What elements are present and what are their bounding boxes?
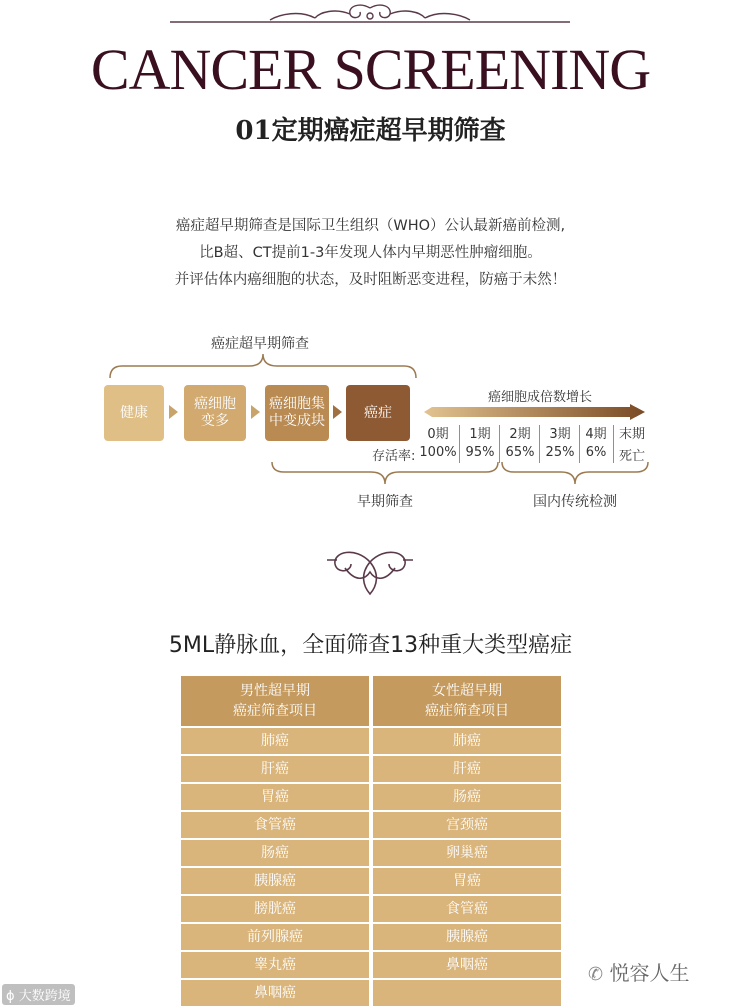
arrow-icon: [333, 405, 342, 419]
early-screening-label: 早期筛查: [357, 494, 413, 510]
male-header: [181, 676, 369, 726]
male-item: 睾丸癌: [181, 952, 369, 978]
male-item: 肺癌: [181, 728, 369, 754]
stage-healthy: 健康: [104, 385, 164, 441]
male-item: 肠癌: [181, 840, 369, 866]
page-subtitle: 01定期癌症超早期筛查: [235, 116, 506, 146]
male-column: [181, 676, 369, 1006]
domestic-detection-label: 国内传统检测: [533, 494, 617, 510]
divider: [539, 425, 540, 463]
survival-rate: 6%: [585, 445, 607, 460]
female-item: 卵巢癌: [373, 840, 561, 866]
intro-line: 并评估体内癌细胞的状态，及时阻断恶变进程，防癌于未然！: [174, 272, 567, 288]
arrow-icon: [251, 405, 260, 419]
middle-ornament: [325, 542, 415, 596]
stage-cancer: 癌症: [346, 385, 410, 441]
intro-line: 癌症超早期筛查是国际卫生组织（WHO）公认最新癌前检测,: [175, 218, 566, 234]
growth-label: 癌细胞成倍数增长: [487, 390, 592, 405]
wechat-icon: ✆: [588, 964, 604, 985]
period-label: 1期: [469, 427, 491, 442]
male-item: 肝癌: [181, 756, 369, 782]
survival-rate: 65%: [505, 445, 535, 460]
male-item: 胃癌: [181, 784, 369, 810]
watermark-left-text: 大数跨境: [18, 989, 71, 1004]
survival-label: 存活率:: [372, 449, 416, 464]
watermark-left: [2, 984, 75, 1005]
survival-rate: 95%: [465, 445, 495, 460]
male-item: 前列腺癌: [181, 924, 369, 950]
female-item: 肺癌: [373, 728, 561, 754]
top-bracket-label: 癌症超早期筛查: [211, 336, 309, 352]
female-item: 肠癌: [373, 784, 561, 810]
female-item: [373, 980, 561, 1006]
female-item: 胃癌: [373, 868, 561, 894]
page-title: CANCER SCREENING: [90, 37, 651, 102]
female-header-line: 癌症筛查项目: [425, 703, 509, 719]
female-column: [373, 676, 561, 1006]
male-item: 食管癌: [181, 812, 369, 838]
male-item: 胰腺癌: [181, 868, 369, 894]
early-bracket: [270, 460, 500, 486]
female-item: 胰腺癌: [373, 924, 561, 950]
female-header: [373, 676, 561, 726]
top-ornament: [170, 2, 570, 28]
female-item: 宫颈癌: [373, 812, 561, 838]
divider: [459, 425, 460, 463]
female-header-line: 女性超早期: [432, 683, 502, 699]
headline: 5ML静脉血，全面筛查13种重大类型癌症: [168, 633, 573, 658]
male-item: 膀胱癌: [181, 896, 369, 922]
survival-rate: 25%: [545, 445, 575, 460]
male-header-line: 癌症筛查项目: [233, 703, 317, 719]
arrow-icon: [169, 405, 178, 419]
period-label: 2期: [509, 427, 531, 442]
growth-arrow: [424, 404, 646, 420]
male-header-line: 男性超早期: [240, 683, 310, 699]
domestic-bracket: [500, 460, 650, 486]
female-item: 食管癌: [373, 896, 561, 922]
period-label: 3期: [549, 427, 571, 442]
survival-rate: 死亡: [618, 449, 645, 464]
watermark-right: [588, 957, 689, 986]
watermark-right-text: 悦容人生: [609, 961, 690, 985]
period-label: 0期: [427, 427, 449, 442]
male-item: 鼻咽癌: [181, 980, 369, 1006]
period-label: 4期: [585, 427, 607, 442]
intro-line: 比B超、CT提前1-3年发现人体内早期恶性肿瘤细胞。: [199, 245, 542, 261]
female-item: 肝癌: [373, 756, 561, 782]
divider: [499, 425, 500, 463]
watermark-logo-icon: ɸ: [6, 989, 15, 1004]
stage-cells-increase: 癌细胞 变多: [184, 385, 246, 441]
top-bracket: [108, 352, 418, 380]
survival-rate: 100%: [419, 445, 457, 460]
female-item: 鼻咽癌: [373, 952, 561, 978]
stage-cells-cluster: 癌细胞集 中变成块: [265, 385, 329, 441]
period-label: 末期: [618, 427, 645, 442]
period-table: [419, 423, 649, 465]
